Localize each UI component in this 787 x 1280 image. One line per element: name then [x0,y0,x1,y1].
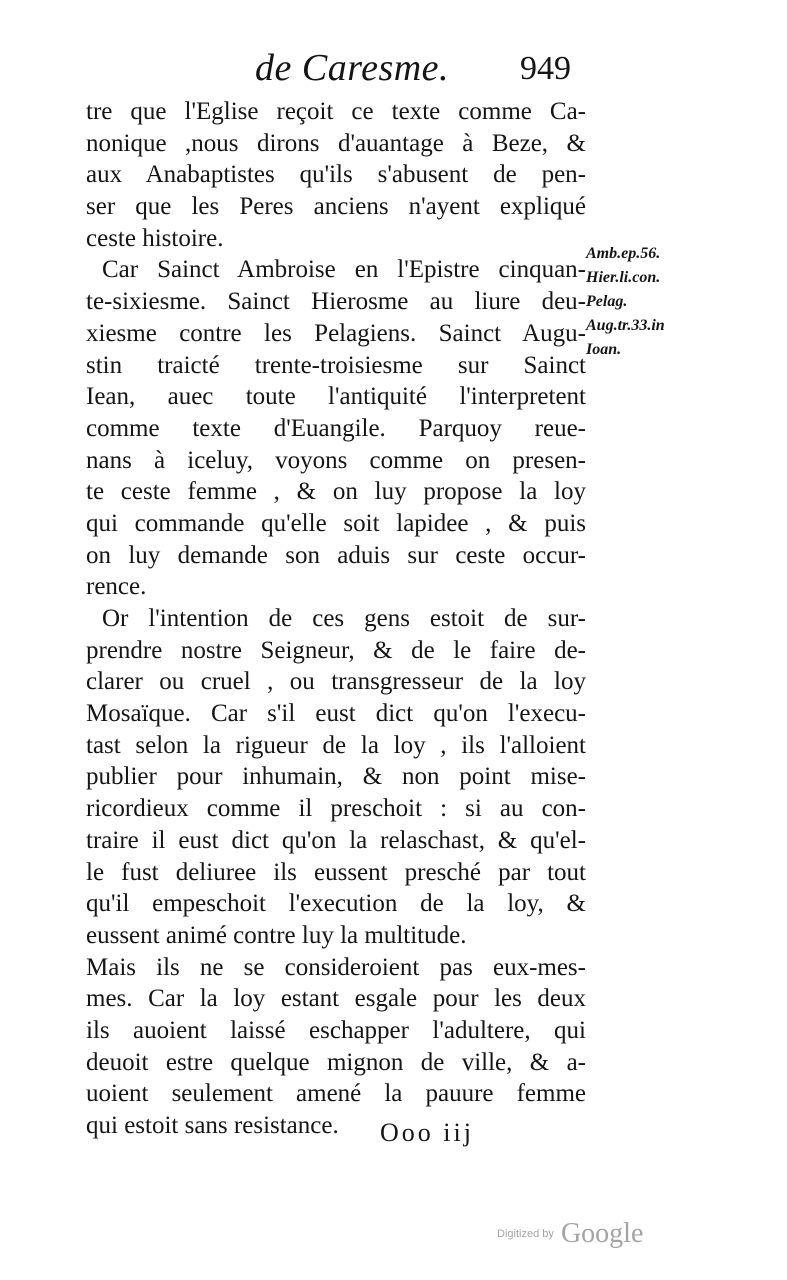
margin-note: Aug.tr.33.in [586,317,665,334]
text-line: qui commande qu'elle soit lapidee , & puis [86,509,586,537]
text-line: te ceste femme , & on luy propose la loy [86,478,586,506]
text-line: comme texte d'Euangile. Parquoy reue- [86,414,586,442]
text-line: xiesme contre les Pelagiens. Sainct Augu- [86,319,586,347]
text-line: stin traicté trente-troisiesme sur Sainct [86,351,586,379]
signature-mark: Ooo iij [380,1118,474,1147]
text-line: tre que l'Eglise reçoit ce texte comme Ca- [86,98,586,125]
text-line: qui estoit sans resistance. [86,1112,339,1139]
text-line: ceste histoire. [86,224,224,252]
text-line: on luy demande son aduis sur ceste occur- [86,541,586,569]
text-line: mes. Car la loy estant esgale pour les deux [86,985,586,1013]
text-line: publier pour inhumain, & non point mise- [86,763,586,791]
watermark-prefix: Digitized by [497,1228,554,1240]
margin-notes [586,242,726,362]
text-line: qu'il empeschoit l'execution de la loy, & [86,890,586,918]
text-line: aux Anabaptistes qu'ils s'abusent de pen- [86,161,586,189]
margin-note: Amb.ep.56. [586,245,661,262]
margin-note: Hier.li.con. [586,269,661,286]
margin-note: Pelag. [586,293,628,310]
watermark-brand: Google [560,1218,644,1249]
text-line: Mosaïque. Car s'il eust dict qu'on l'execu- [86,700,586,728]
body-text [86,96,586,1142]
text-line: tast selon la rigueur de la loy , ils l'alloient [86,731,586,759]
text-line: Or l'intention de ces gens estoit de sur- [102,605,586,632]
text-line: ricordieux comme il preschoit : si au con- [86,795,586,823]
text-line: nans à iceluy, voyons comme on presen- [86,446,586,474]
text-line: prendre nostre Seigneur, & de le faire de- [86,636,586,664]
text-line: ser que les Peres anciens n'ayent expliqué [86,193,586,221]
text-line: Car Sainct Ambroise en l'Epistre cinquan- [102,256,586,284]
running-title: de Caresme. [255,47,450,89]
digitization-watermark [497,1218,643,1250]
text-line: rence. [86,573,147,601]
page-number: 949 [520,50,571,87]
text-line: traire il eust dict qu'on la relaschast, & qu'el- [86,826,586,854]
text-line: te-sixiesme. Sainct Hierosme au liure deu- [86,288,586,316]
text-line: uoient seulement amené la pauure femme [86,1080,586,1108]
text-line: deuoit estre quelque mignon de ville, & a- [86,1048,586,1076]
text-line: Iean, auec toute l'antiquité l'interpretent [86,383,586,411]
margin-note: Ioan. [586,341,622,358]
text-line: le fust deliuree ils eussent presché par tout [86,858,586,886]
text-line: Mais ils ne se consideroient pas eux-mes- [86,953,586,981]
text-line: ils auoient laissé eschapper l'adultere, qui [86,1016,586,1044]
text-line: clarer ou cruel , ou transgresseur de la loy [86,668,586,696]
text-line: nonique ,nous dirons d'auantage à Beze, & [86,129,586,157]
text-line: eussent animé contre luy la multitude. [86,921,467,949]
running-head [255,46,595,96]
